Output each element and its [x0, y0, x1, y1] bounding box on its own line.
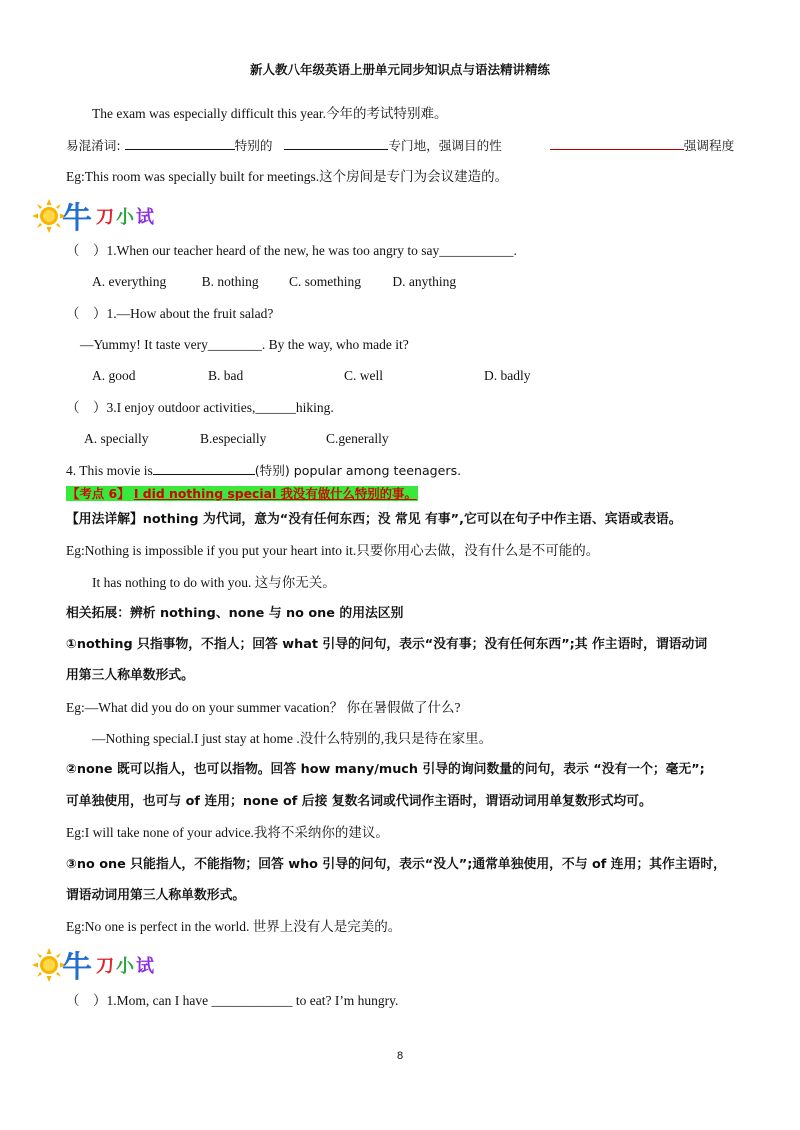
question-2-reply: —Yummy! It taste very________. By the way, who made it? [80, 337, 409, 352]
page-header: 新人教八年级英语上册单元同步知识点与语法精讲精练 [249, 62, 550, 77]
kaodian-label: 【考点 6】 I did nothing special 我没有做什么特别的事。 [67, 486, 417, 501]
option-a: A. everything [92, 274, 167, 289]
example-nothing-1: Eg:Nothing is impossible if you put your heart into it.只要你用心去做，没有什么是不可能的。 [66, 543, 600, 558]
option-b: B. bad [208, 368, 244, 383]
question-1: （ ）1.When our teacher heard of the new, he was too angry to say___________. [66, 243, 517, 258]
confusing-words-line [66, 137, 734, 155]
point-no-one-line-1: ③no one 只能指人，不能指物；回答 who 引导的问句，表示“没人”;通常单独使用，不与 of 连用；其作主语时， [66, 857, 726, 872]
quiz-title [32, 946, 172, 985]
option-d: D. badly [484, 368, 531, 383]
example-sentence-especially: The exam was especially difficult this year.今年的考试特别难。 [92, 106, 448, 121]
option-b: B. nothing [201, 274, 259, 289]
quiz-title-niu: 牛 [62, 950, 92, 985]
option-a: A. good [92, 368, 136, 383]
option-a: A. specially [84, 431, 149, 446]
quiz-title-xiao: 小 [116, 207, 134, 228]
quiz-title-niu: 牛 [62, 201, 92, 236]
option-c: C.generally [326, 431, 389, 446]
quiz-title-dao: 刀 [96, 956, 114, 977]
question-4-text: 4. This movie is [66, 463, 153, 478]
page-number: 8 [396, 1050, 404, 1062]
point-none-line-2: 可单独使用，也可与 of 连用；none of 后接 复数名词或代词作主语时，谓语动词用单复数形式均可。 [66, 794, 652, 809]
question-2: （ ）1.—How about the fruit salad? [66, 306, 274, 321]
confusing-words-label: 易混淆词: [66, 138, 125, 153]
point-nothing-line-1: ①nothing 只指事物，不指人；回答 what 引导的问句，表示“没有事；没有任何东西”;其 作主语时，谓语动词 [66, 637, 708, 652]
option-c: C. well [344, 368, 383, 383]
blank-4 [153, 462, 255, 475]
question-4-hint: (特别) popular among teenagers. [254, 463, 462, 478]
option-d: D. anything [392, 274, 457, 289]
blank-2 [284, 137, 388, 150]
blank-1 [125, 137, 235, 150]
point-no-one-line-2: 谓语动词用第三人称单数形式。 [66, 888, 246, 903]
quiz-title-dao: 刀 [96, 207, 114, 228]
point-nothing-line-2: 用第三人称单数形式。 [66, 668, 194, 683]
quiz-title-xiao: 小 [116, 956, 134, 977]
option-b: B.especially [200, 431, 267, 446]
usage-explanation: 【用法详解】nothing 为代词，意为“没有任何东西；没 常见 有事”,它可以在句子中作主语、宾语或表语。 [66, 512, 682, 527]
example-sentence-specially: Eg:This room was specially built for meetings.这个房间是专门为会议建造的。 [66, 169, 509, 184]
quiz-title-shi: 试 [136, 956, 154, 977]
question-4 [66, 462, 461, 480]
question-1-options [92, 273, 456, 291]
kaodian-heading [66, 485, 418, 503]
point-none-line-1: ②none 既可以指人，也可以指物。回答 how many/much 引导的询问数量的问句，表示 “没有一个；毫无”; [66, 762, 705, 777]
quiz-title-shi: 试 [136, 207, 154, 228]
example-vacation-question: Eg:—What did you do on your summer vacation？ 你在暑假做了什么? [66, 700, 461, 715]
example-nothing-2: It has nothing to do with you. 这与你无关。 [92, 575, 336, 590]
option-c: C. something [289, 274, 362, 289]
sun-icon [32, 199, 66, 233]
example-none: Eg:I will take none of your advice.我将不采纳你的建议。 [66, 825, 389, 840]
question-3: （ ）3.I enjoy outdoor activities,______hiking. [66, 400, 334, 415]
example-vacation-answer: —Nothing special.I just stay at home .没什么特别的,我只是待在家里。 [92, 731, 493, 746]
example-no-one: Eg:No one is perfect in the world. 世界上没有人是完美的。 [66, 919, 402, 934]
related-extension: 相关拓展：辨析 nothing、none 与 no one 的用法区别 [66, 606, 404, 621]
confusing-word-meaning-1: 特别的 [234, 138, 273, 153]
sun-icon [32, 948, 66, 982]
confusing-word-meaning-2: 专门地，强调目的性 [388, 138, 502, 153]
question-5: （ ）1.Mom, can I have ____________ to eat? I’m hungry. [66, 993, 399, 1008]
confusing-word-meaning-3: 强调程度 [683, 138, 735, 153]
quiz-title [32, 197, 172, 236]
blank-3 [550, 137, 684, 150]
